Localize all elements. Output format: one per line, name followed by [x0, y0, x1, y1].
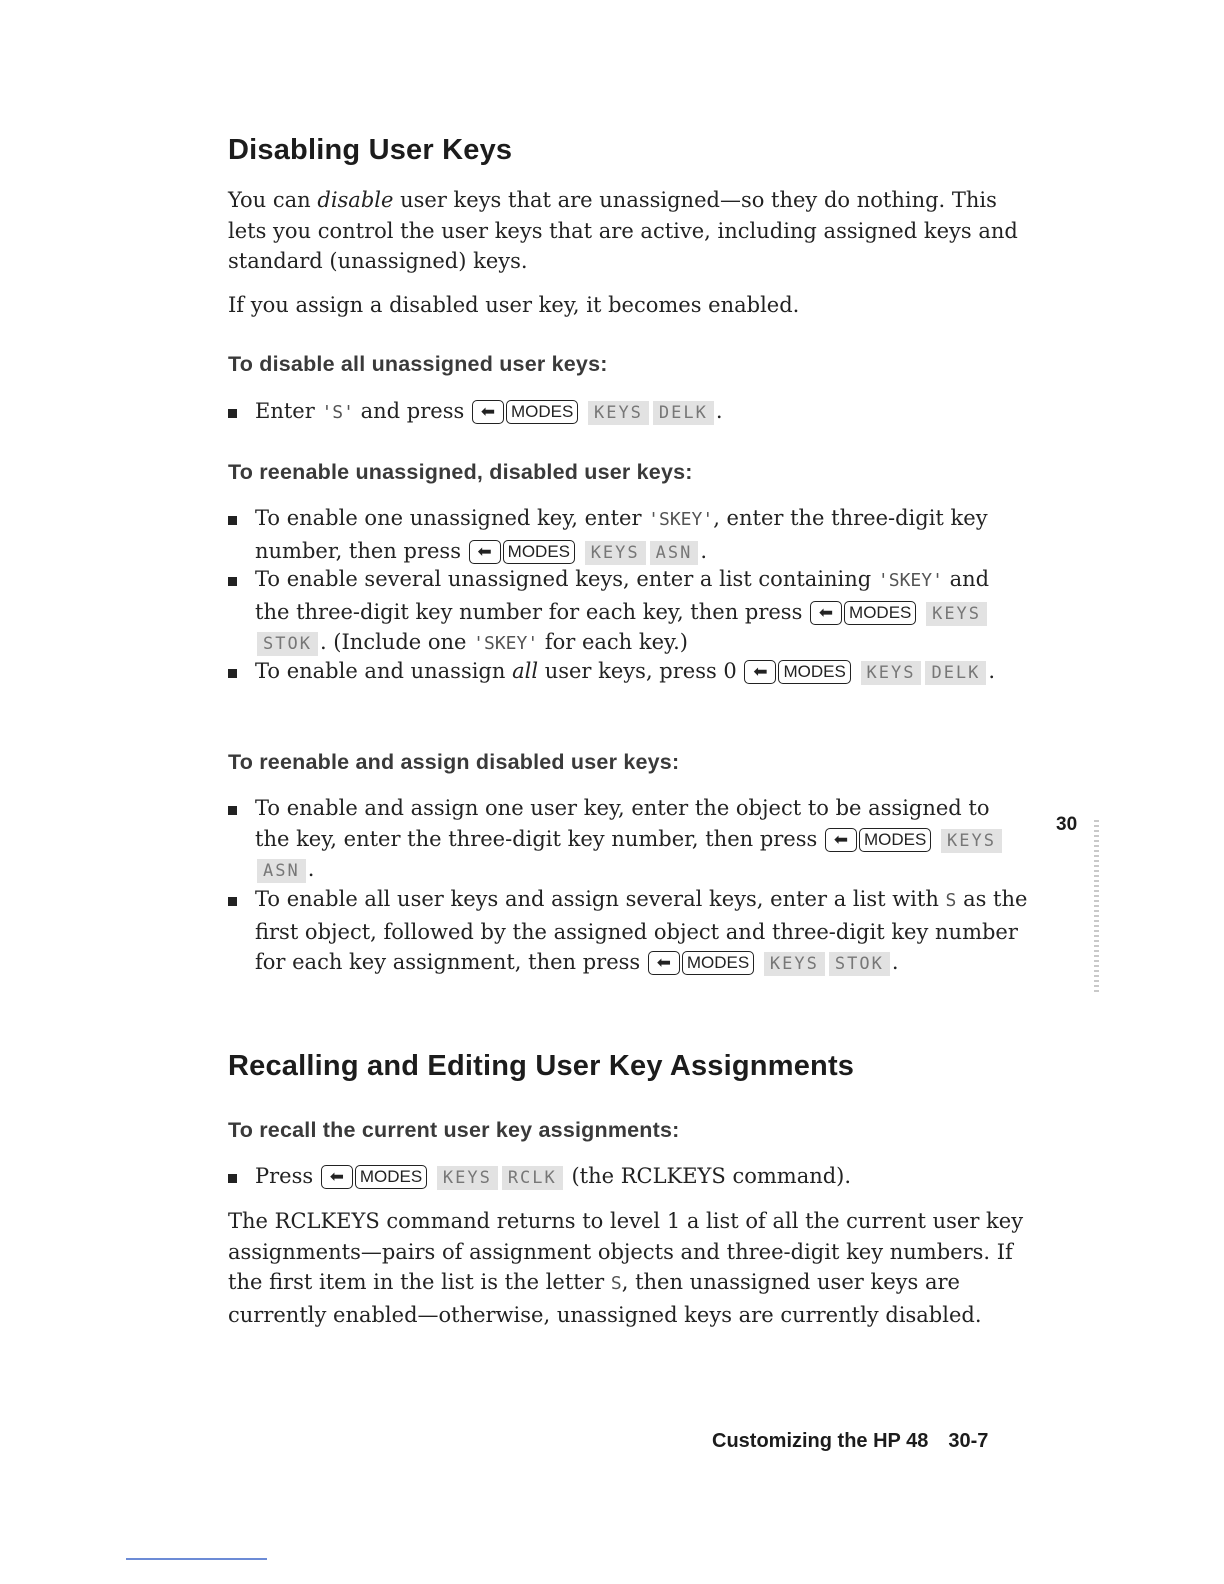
- object-skey: 'SKEY': [473, 633, 539, 654]
- text: To enable and assign one user key, enter the object to be assigned to the key, enter the three-digit key number, then press: [255, 796, 990, 851]
- left-shift-key-icon: ⬅: [744, 660, 776, 684]
- text: To enable all user keys and assign several keys, enter a list with: [255, 887, 946, 911]
- left-shift-key-icon: ⬅: [648, 951, 680, 975]
- bullet-enable-assign-several: To enable all user keys and assign several keys, enter a list with S as the first object, followed by the assigned object and three-digit key number for each key assignment, then press ⬅ MODES KEYS STOK .: [228, 884, 1028, 978]
- bullet-press-rclk: [228, 1161, 1028, 1192]
- keys-menu-softkey: KEYS: [764, 952, 825, 976]
- page-footer: [712, 1430, 988, 1453]
- object-skey: 'SKEY': [877, 570, 943, 591]
- emphasis: all: [512, 659, 539, 683]
- paragraph-disable-intro: [228, 185, 1028, 277]
- modes-key: MODES: [778, 660, 850, 684]
- left-shift-key-icon: ⬅: [810, 601, 842, 625]
- delk-softkey: DELK: [653, 401, 714, 425]
- modes-key: MODES: [844, 601, 916, 625]
- text: . (Include one: [319, 630, 474, 654]
- left-shift-key-icon: ⬅: [472, 400, 504, 424]
- left-shift-key-icon: ⬅: [825, 828, 857, 852]
- chapter-edge-mark: [1094, 820, 1099, 995]
- text: Press: [255, 1164, 320, 1188]
- section-heading-disabling-user-keys: Disabling User Keys: [228, 134, 513, 166]
- bullet-enable-unassign-all: To enable and unassign all user keys, press 0 ⬅ MODES KEYS DELK .: [228, 656, 1028, 687]
- subheading-reenable-unassigned: To reenable unassigned, disabled user keys:: [228, 460, 693, 484]
- paragraph-assign-enables: If you assign a disabled user key, it becomes enabled.: [228, 293, 800, 317]
- object-s: 'S': [321, 402, 354, 423]
- object-skey: 'SKEY': [648, 509, 714, 530]
- text: (the RCLKEYS command).: [564, 1164, 852, 1188]
- keys-menu-softkey: KEYS: [861, 661, 922, 685]
- text: Enter: [255, 399, 322, 423]
- bullet-enable-one: To enable one unassigned key, enter 'SKEY', enter the three-digit key number, then press ⬅ MODES KEYS ASN .: [228, 503, 1028, 566]
- left-shift-key-icon: ⬅: [469, 540, 501, 564]
- stok-softkey: STOK: [257, 632, 318, 656]
- footer-title: Customizing the HP 48: [712, 1430, 929, 1452]
- modes-key: MODES: [355, 1165, 427, 1189]
- modes-key: MODES: [859, 828, 931, 852]
- left-shift-key-icon: ⬅: [321, 1165, 353, 1189]
- text: To enable one unassigned key, enter: [255, 506, 649, 530]
- text: , then unassigned user keys are currently enabled—otherwise, unassigned keys are currently disabled.: [228, 1270, 982, 1327]
- text: for each key.): [538, 630, 688, 654]
- keys-menu-softkey: KEYS: [588, 401, 649, 425]
- keys-menu-softkey: KEYS: [437, 1166, 498, 1190]
- object-s: S: [610, 1273, 622, 1294]
- text: and press: [353, 399, 471, 423]
- text: as the first object, followed by the assigned object and three-digit key number for each key assignment, then press: [255, 887, 1028, 974]
- paragraph-rclkeys-explanation: [228, 1206, 1028, 1330]
- asn-softkey: ASN: [257, 859, 306, 883]
- asn-softkey: ASN: [650, 541, 699, 565]
- text: user keys that are unassigned—so they do nothing. This lets you control the user keys that are active, including assigned keys and standard (unassigned) keys.: [228, 188, 1018, 273]
- text: The RCLKEYS command returns to level 1 a list of all the current user key assignments—pairs of assignment objects and three-digit key numbers. If the first item in the list is the letter: [228, 1209, 1024, 1294]
- page-number: 30-7: [948, 1430, 989, 1452]
- bullet-enable-several: [228, 564, 1028, 660]
- stok-softkey: STOK: [829, 952, 890, 976]
- text: You can: [228, 188, 318, 212]
- text: To enable and unassign: [255, 659, 513, 683]
- bottom-rule: [126, 1558, 267, 1560]
- subheading-disable-unassigned: To disable all unassigned user keys:: [228, 352, 608, 376]
- section-heading-recalling-editing: Recalling and Editing User Key Assignments: [228, 1050, 855, 1082]
- emphasis: disable: [317, 188, 394, 212]
- modes-key: MODES: [682, 951, 754, 975]
- text: To enable several unassigned keys, enter a list containing: [255, 567, 878, 591]
- rclk-softkey: RCLK: [502, 1166, 563, 1190]
- bullet-enable-assign-one: To enable and assign one user key, enter the object to be assigned to the key, enter the three-digit key number, then press ⬅ MODES KEYSASN .: [228, 793, 1028, 885]
- keys-menu-softkey: KEYS: [585, 541, 646, 565]
- subheading-reenable-assign: To reenable and assign disabled user keys:: [228, 750, 680, 774]
- object-s: S: [945, 890, 957, 911]
- subheading-recall-assignments: To recall the current user key assignments:: [228, 1118, 680, 1142]
- text: , enter the three-digit key number, then press: [255, 506, 988, 563]
- keys-menu-softkey: KEYS: [926, 602, 987, 626]
- text: and the three-digit key number for each key, then press: [255, 567, 990, 624]
- modes-key: MODES: [506, 400, 578, 424]
- chapter-tab-label: 30: [1056, 814, 1078, 835]
- modes-key: MODES: [503, 540, 575, 564]
- delk-softkey: DELK: [925, 661, 986, 685]
- text: user keys, press 0: [538, 659, 744, 683]
- keys-menu-softkey: KEYS: [941, 829, 1002, 853]
- bullet-disable-all: Enter 'S' and press ⬅ MODES KEYS DELK .: [228, 396, 1028, 429]
